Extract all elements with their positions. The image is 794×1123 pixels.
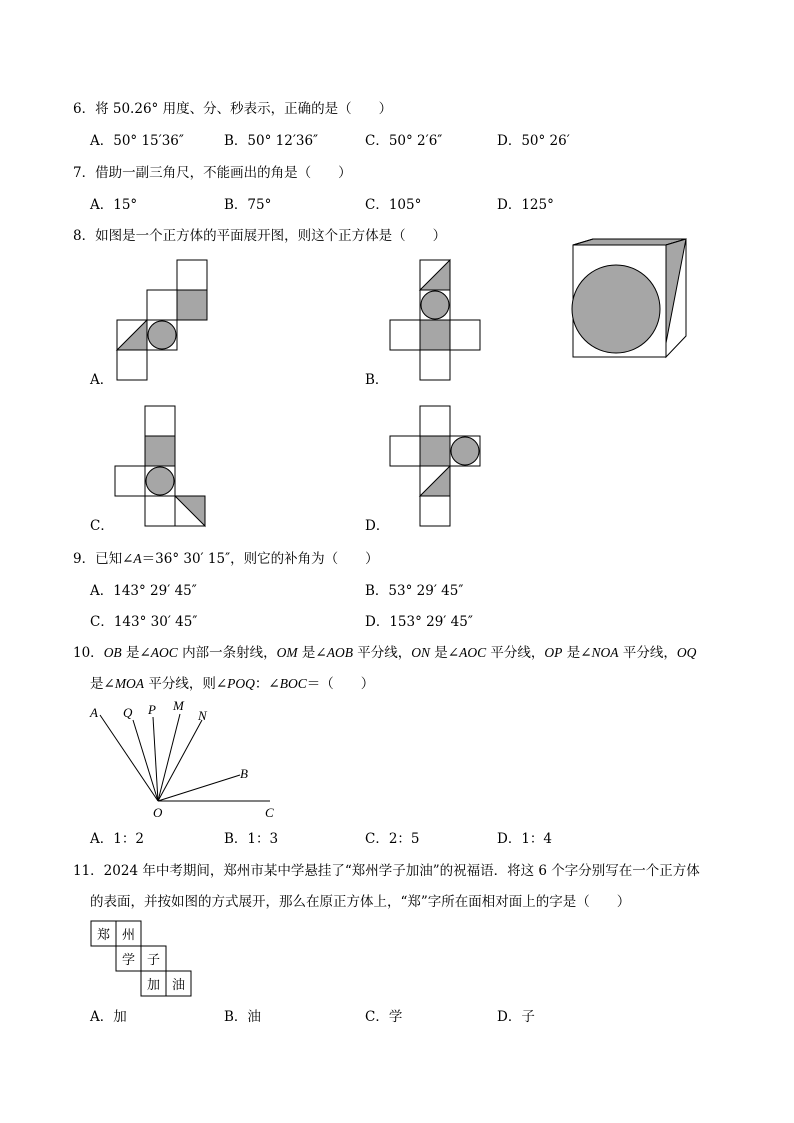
q10-line2-run-4: ：∠ [254,676,280,692]
q10-line1-run-5: 是∠ [297,645,327,661]
q10-line1-run-1: 是∠ [121,645,151,661]
q10-line1-run-12: OP [544,645,563,660]
q8-cube [568,240,693,365]
q10-line1-run-4: OM [276,645,298,660]
ray-om [158,714,180,801]
label-a: A [90,705,98,720]
q10-line1-run-3: 内部一条射线， [177,645,277,661]
q6-option-d[interactable]: D．50° 26′ [497,133,570,149]
q10-line1-run-16: OQ [676,645,697,660]
q10-stem-line1: 10．OB 是∠AOC 内部一条射线，OM 是∠AOB 平分线，ON 是∠AOC 平分线，OP 是∠NOA 平分线，OQ [73,645,697,661]
q11-net [90,920,200,1000]
q11-option-b[interactable]: B．油 [224,1009,261,1025]
q10-line2-run-5: BOC [279,676,307,691]
q10-line2-run-0: 是∠ [90,676,115,692]
q10-line1-run-11: 平分线， [486,645,545,661]
q8-stem: 8．如图是一个正方体的平面展开图，则这个正方体是（ ） [73,228,447,244]
label-m: M [173,698,184,713]
q6-option-a[interactable]: A．50° 15′36″ [90,133,184,149]
q11-stem-line1: 11．2024 年中考期间，郑州市某中学悬挂了“郑州学子加油”的祝福语．将这 6 个字分别写在一个正方体 [73,863,700,879]
q9-option-c[interactable]: C．143° 30′ 45″ [90,614,198,630]
ray-oa [100,715,158,801]
q10-line1-run-8: ON [411,645,431,660]
q10-option-c[interactable]: C．2：5 [365,831,420,847]
q8-net-a [110,255,220,390]
q8-label-c[interactable]: C． [90,518,114,534]
q10-line1-run-15: 平分线， [618,645,677,661]
q10-line1-run-0: OB [103,645,122,660]
q10-line2-run-3: POQ [227,676,255,691]
q10-line1-run-6: AOB [326,645,353,660]
net-char-zi: 子 [146,953,161,968]
q11-stem-line2: 的表面，并按如图的方式展开，那么在原正方体上，“郑”字所在面相对面上的字是（ ） [90,894,631,910]
q9-option-b[interactable]: B．53° 29′ 45″ [365,583,464,599]
net-char-zhou: 州 [121,928,136,943]
q8-net-c [110,401,220,536]
label-c: C [265,805,274,820]
q11-option-d[interactable]: D．子 [497,1009,535,1025]
q6-stem: 6．将 50.26° 用度、分、秒表示，正确的是（ ） [73,101,393,117]
q8-label-b[interactable]: B． [365,372,389,388]
net-char-xue: 学 [121,953,136,968]
q9-option-d[interactable]: D．153° 29′ 45″ [365,614,473,630]
q10-line1-run-2: AOC [150,645,178,660]
q7-option-b[interactable]: B．75° [224,197,272,213]
label-b: B [240,766,248,781]
q10-option-b[interactable]: B．1：3 [224,831,279,847]
q10-line2-run-1: MOA [114,676,145,691]
q9-stem: 9．已知∠A＝36° 30′ 15″，则它的补角为（ ） [73,551,379,567]
q10-angle-figure [85,700,285,825]
label-q: Q [123,705,133,720]
net-char-zheng: 郑 [96,928,111,943]
net-char-jia: 加 [146,978,161,993]
q10-line1-run-13: 是∠ [562,645,592,661]
q10-line1-run-9: 是∠ [430,645,460,661]
q10-option-d[interactable]: D．1：4 [497,831,553,847]
q10-line1-run-7: 平分线， [352,645,412,661]
label-o: O [153,805,163,820]
q6-option-b[interactable]: B．50° 12′36″ [224,133,319,149]
q10-line2-run-2: 平分线，则∠ [144,676,228,692]
q8-net-d [385,401,495,536]
q11-option-c[interactable]: C．学 [365,1009,403,1025]
q7-option-d[interactable]: D．125° [497,197,554,213]
q9-option-a[interactable]: A．143° 29′ 45″ [90,583,197,599]
q8-label-a[interactable]: A． [90,372,114,388]
q7-option-a[interactable]: A．15° [90,197,138,213]
q10-line1-run-14: NOA [591,645,619,660]
label-p: P [148,702,156,717]
q8-label-d[interactable]: D． [365,518,390,534]
q10-line2-run-6: ＝（ ） [306,676,375,692]
q10-stem-line2 [90,675,374,693]
label-n: N [198,708,207,723]
q7-stem: 7．借助一副三角尺，不能画出的角是（ ） [73,165,352,181]
net-char-you: 油 [171,978,186,993]
q10-option-a[interactable]: A．1：2 [90,831,144,847]
q10-line1-run-10: AOC [459,645,487,660]
q6-option-c[interactable]: C．50° 2′6″ [365,133,443,149]
q8-net-b [385,255,495,390]
q7-option-c[interactable]: C．105° [365,197,422,213]
q11-option-a[interactable]: A．加 [90,1009,127,1025]
